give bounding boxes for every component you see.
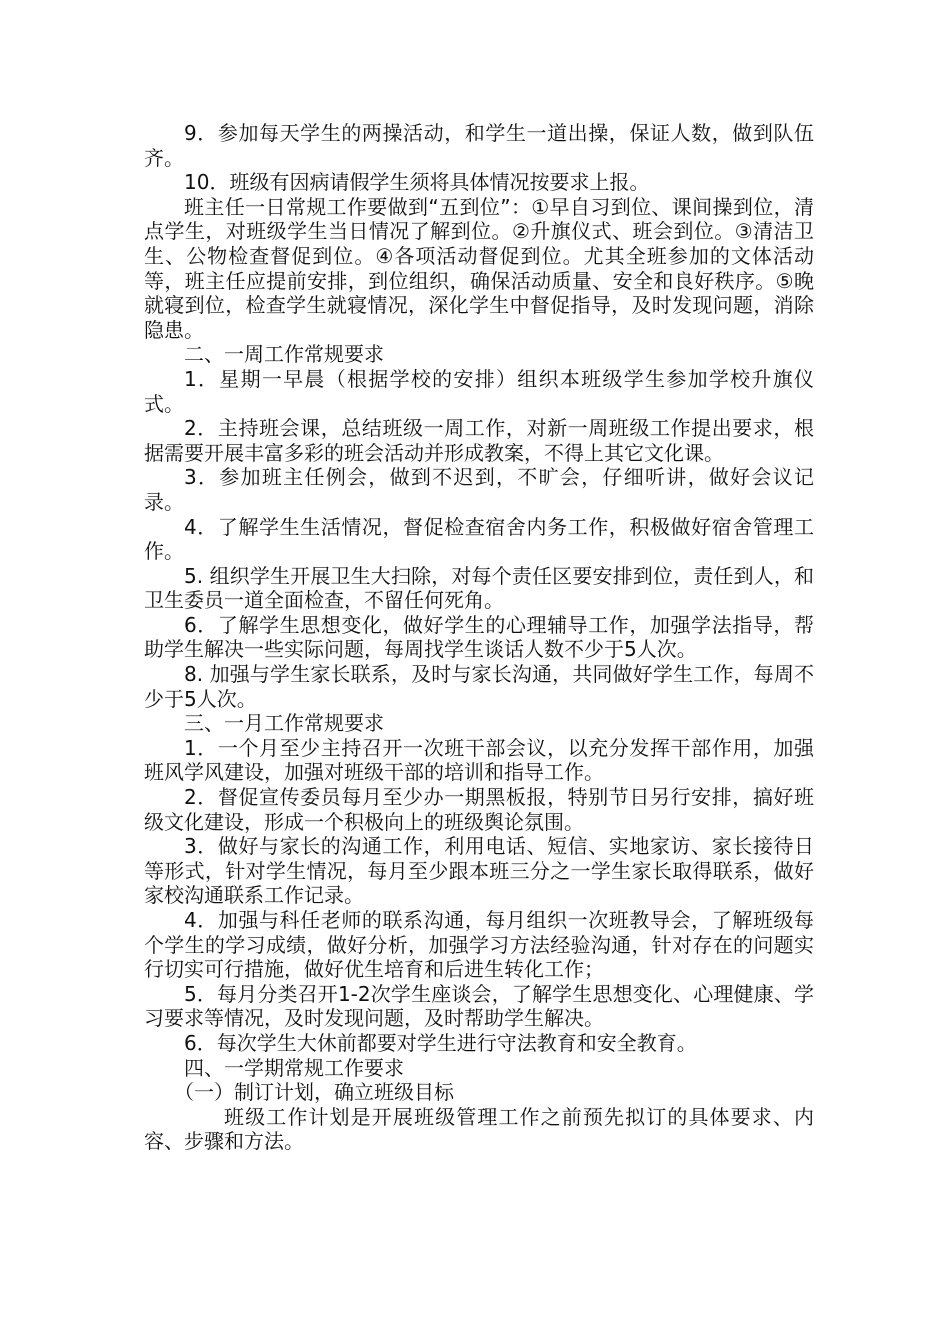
- monthly-item-6: 6．每次学生大休前都要对学生进行守法教育和安全教育。: [184, 1030, 697, 1055]
- section-heading-monthly: 三、一月工作常规要求: [184, 711, 384, 736]
- monthly-item-1: 1．一个月至少主持召开一次班干部会议，以充分发挥干部作用，加强班风学风建设，加强对班级干部的培训和指导工作。: [144, 735, 814, 785]
- section-heading-weekly: 二、一周工作常规要求: [184, 342, 384, 367]
- section-heading-semester: 四、一学期常规工作要求: [184, 1055, 404, 1080]
- paragraph-item-10: 10．班级有因病请假学生须将具体情况按要求上报。: [184, 170, 650, 195]
- weekly-item-2: 2．主持班会课，总结班级一周工作，对新一周班级工作提出要求，根据需要开展丰富多彩的班会活动并形成教案，不得上其它文化课。: [144, 416, 814, 465]
- weekly-item-5: 5. 组织学生开展卫生大扫除，对每个责任区要安排到位，责任到人，和卫生委员一道全面检查，不留任何死角。: [144, 563, 814, 613]
- paragraph-plan-definition: 班级工作计划是开展班级管理工作之前预先拟订的具体要求、内容、步骤和方法。: [144, 1104, 814, 1154]
- weekly-item-1: 1．星期一早晨（根据学校的安排）组织本班级学生参加学校升旗仪式。: [144, 366, 814, 416]
- weekly-item-4: 4．了解学生生活情况，督促检查宿舍内务工作，积极做好宿舍管理工作。: [144, 514, 814, 564]
- paragraph-item-9: 9．参加每天学生的两操活动，和学生一道出操，保证人数，做到队伍齐。: [144, 121, 814, 170]
- paragraph-five-in-place: 班主任一日常规工作要做到“五到位”：①早自习到位、课间操到位，清点学生，对班级学生当日情况了解到位。②升旗仪式、班会到位。③清洁卫生、公物检查督促到位。④各项活动督促到位。尤其全班参加的文体活动等，班主任应提前安排，到位组织，确保活动质量、安全和良好秩序。⑤晚就寝到位，检查学生就寝情况，深化学生中督促指导，及时发现问题，消除隐患。: [144, 194, 814, 342]
- weekly-item-8: 8. 加强与学生家长联系，及时与家长沟通，共同做好学生工作，每周不少于5人次。: [144, 662, 814, 711]
- subsection-heading-plan: （一）制订计划，确立班级目标: [174, 1080, 454, 1105]
- monthly-item-5: 5．每月分类召开1-2次学生座谈会，了解学生思想变化、心理健康、学习要求等情况，及时发现问题，及时帮助学生解决。: [144, 981, 814, 1031]
- weekly-item-3: 3．参加班主任例会，做到不迟到，不旷会，仔细听讲，做好会议记录。: [144, 465, 814, 514]
- monthly-item-3: 3．做好与家长的沟通工作，利用电话、短信、实地家访、家长接待日等形式，针对学生情况，每月至少跟本班三分之一学生家长取得联系，做好家校沟通联系工作记录。: [144, 834, 814, 908]
- weekly-item-6: 6．了解学生思想变化，做好学生的心理辅导工作，加强学法指导，帮助学生解决一些实际问题，每周找学生谈话人数不少于5人次。: [144, 612, 814, 662]
- document-page: [144, 121, 814, 1154]
- monthly-item-2: 2．督促宣传委员每月至少办一期黑板报，特别节日另行安排，搞好班级文化建设，形成一个积极向上的班级舆论氛围。: [144, 785, 814, 834]
- monthly-item-4: 4．加强与科任老师的联系沟通，每月组织一次班教导会，了解班级每个学生的学习成绩，做好分析，加强学习方法经验沟通，针对存在的问题实行切实可行措施，做好优生培育和后进生转化工作；: [144, 908, 814, 982]
